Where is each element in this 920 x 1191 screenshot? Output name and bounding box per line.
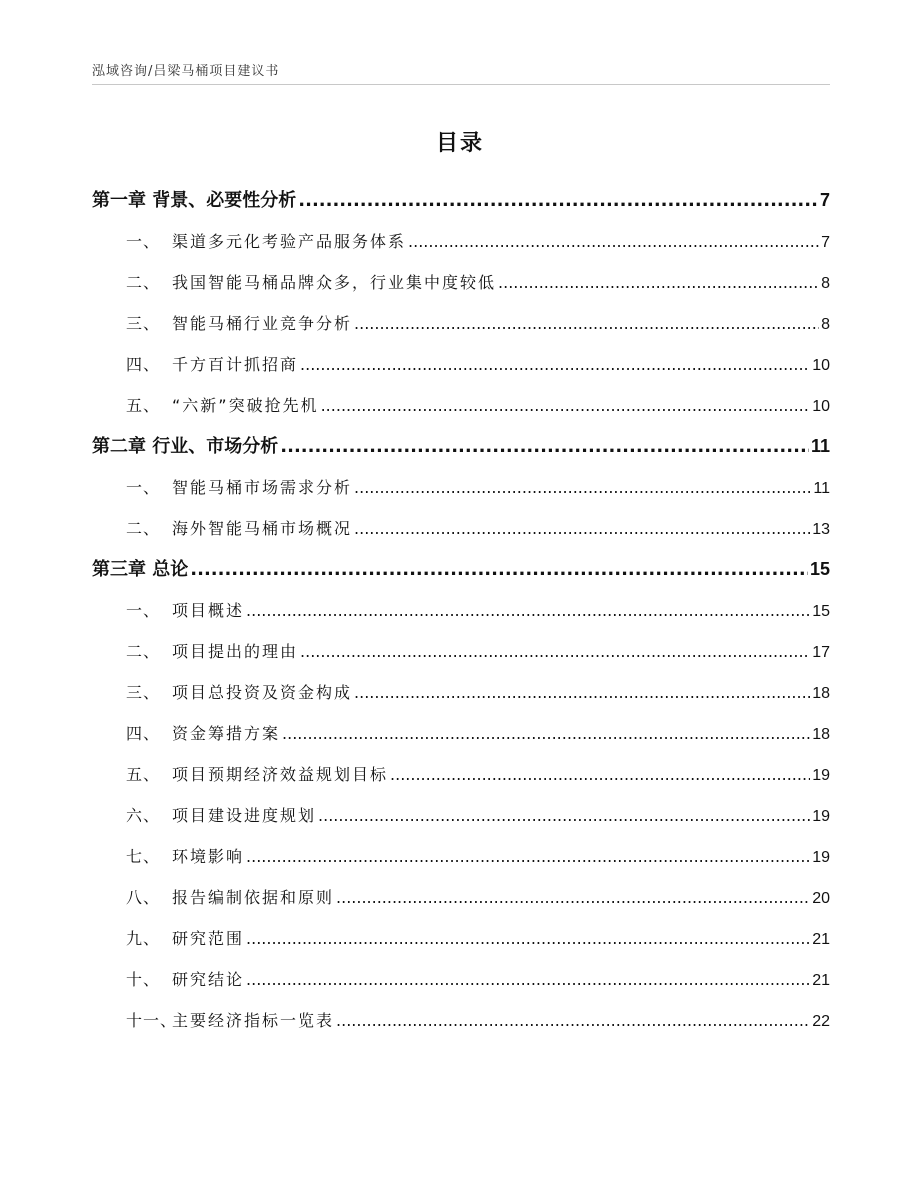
toc-section-number: 五、 (126, 396, 161, 415)
toc-section-entry[interactable] (92, 467, 830, 508)
toc-section-number: 十一、 (126, 1011, 178, 1030)
toc-page-number: 15 (809, 559, 830, 579)
toc-leader-dots (190, 549, 808, 590)
toc-section-entry[interactable] (92, 631, 830, 672)
toc-section-number: 七、 (126, 847, 161, 866)
toc-section-entry[interactable] (92, 959, 830, 1000)
toc-section-number: 四、 (126, 724, 161, 743)
toc-page-number: 20 (812, 890, 830, 907)
toc-section-entry[interactable] (92, 303, 830, 344)
toc-section-title: 研究结论 (172, 970, 245, 989)
toc-section-title: 渠道多元化考验产品服务体系 (172, 232, 407, 251)
toc-section-entry[interactable] (92, 754, 830, 795)
toc-section-title: 我国智能马桶品牌众多，行业集中度较低 (172, 273, 497, 292)
toc-page-number: 10 (812, 357, 830, 374)
toc-leader-dots (246, 836, 810, 877)
toc-page-number: 17 (812, 644, 830, 661)
toc-page-number: 11 (813, 480, 830, 497)
toc-chapter-label: 第一章 背景、必要性分析 (92, 190, 297, 211)
toc-section-entry[interactable] (92, 918, 830, 959)
running-header: 泓域咨询/吕梁马桶项目建议书 (92, 64, 280, 79)
toc-section-title: 智能马桶市场需求分析 (172, 478, 353, 497)
toc-section-entry[interactable] (92, 836, 830, 877)
toc-section-number: 六、 (126, 806, 161, 825)
toc-section-entry[interactable] (92, 262, 830, 303)
toc-section-title: 主要经济指标一览表 (172, 1011, 335, 1030)
toc-section-entry[interactable] (92, 221, 830, 262)
toc-section-entry[interactable] (92, 795, 830, 836)
toc-page-number: 13 (812, 521, 830, 538)
toc-leader-dots (280, 426, 809, 467)
toc-page-number: 15 (812, 603, 830, 620)
toc-section-number: 三、 (126, 683, 161, 702)
toc-chapter-entry[interactable] (92, 180, 830, 221)
toc-section-title: 项目提出的理由 (172, 642, 299, 661)
toc-leader-dots (354, 303, 819, 344)
toc-leader-dots (300, 344, 810, 385)
toc-section-number: 八、 (126, 888, 161, 907)
toc-section-number: 一、 (126, 232, 161, 251)
toc-section-number: 二、 (126, 642, 161, 661)
toc-leader-dots (300, 631, 810, 672)
toc-section-number: 一、 (126, 601, 161, 620)
toc-page-number: 21 (812, 931, 830, 948)
toc-page-number: 8 (821, 275, 830, 292)
page-title: 目录 (435, 131, 484, 156)
toc-leader-dots (246, 590, 810, 631)
toc-page-number: 19 (812, 849, 830, 866)
toc-leader-dots (498, 262, 819, 303)
toc-page-number: 8 (821, 316, 830, 333)
toc-leader-dots (336, 1000, 810, 1041)
toc-section-title: 项目总投资及资金构成 (172, 683, 353, 702)
toc-section-number: 二、 (126, 519, 161, 538)
toc-section-entry[interactable] (92, 590, 830, 631)
toc-section-entry[interactable] (92, 385, 830, 426)
toc-page-number: 22 (812, 1013, 830, 1030)
toc-leader-dots (390, 754, 810, 795)
toc-leader-dots (321, 385, 811, 426)
toc-page-number: 21 (812, 972, 830, 989)
toc-section-number: 二、 (126, 273, 161, 292)
toc-section-entry[interactable] (92, 672, 830, 713)
toc-section-title: 海外智能马桶市场概况 (172, 519, 353, 538)
toc-section-entry[interactable] (92, 508, 830, 549)
toc-leader-dots (318, 795, 810, 836)
toc-section-number: 三、 (126, 314, 161, 333)
toc-section-number: 九、 (126, 929, 161, 948)
toc-page-number: 19 (812, 808, 830, 825)
toc-leader-dots (336, 877, 810, 918)
toc-section-title: 环境影响 (172, 847, 245, 866)
toc-leader-dots (354, 467, 811, 508)
toc-section-title: 研究范围 (172, 929, 245, 948)
toc-page-number: 18 (812, 685, 830, 702)
toc-section-entry[interactable] (92, 877, 830, 918)
toc-section-entry[interactable] (92, 1000, 830, 1041)
table-of-contents (92, 180, 830, 1041)
toc-leader-dots (246, 959, 810, 1000)
toc-section-title: 资金筹措方案 (172, 724, 281, 743)
toc-chapter-label: 第二章 行业、市场分析 (92, 436, 279, 457)
toc-leader-dots (246, 918, 810, 959)
header-divider (92, 84, 830, 85)
toc-chapter-entry[interactable] (92, 426, 830, 467)
toc-page-number: 7 (821, 234, 830, 251)
toc-leader-dots (408, 221, 819, 262)
toc-page-number: 10 (812, 398, 830, 415)
toc-page-number: 18 (812, 726, 830, 743)
toc-section-entry[interactable] (92, 344, 830, 385)
toc-page-number: 19 (812, 767, 830, 784)
toc-section-number: 十、 (126, 970, 161, 989)
toc-leader-dots (354, 508, 810, 549)
toc-section-title: 智能马桶行业竞争分析 (172, 314, 353, 333)
toc-page-number: 11 (810, 436, 830, 456)
toc-page-number: 7 (819, 190, 830, 210)
toc-leader-dots (282, 713, 810, 754)
toc-section-number: 一、 (126, 478, 161, 497)
toc-leader-dots (354, 672, 810, 713)
toc-chapter-entry[interactable] (92, 549, 830, 590)
toc-section-number: 四、 (126, 355, 161, 374)
toc-section-title: “六新”突破抢先机 (172, 396, 319, 415)
toc-section-number: 五、 (126, 765, 161, 784)
toc-section-title: 千方百计抓招商 (172, 355, 299, 374)
toc-leader-dots (298, 180, 818, 221)
toc-section-title: 项目概述 (172, 601, 245, 620)
toc-section-title: 项目建设进度规划 (172, 806, 317, 825)
toc-section-title: 项目预期经济效益规划目标 (172, 765, 389, 784)
toc-section-entry[interactable] (92, 713, 830, 754)
toc-section-title: 报告编制依据和原则 (172, 888, 335, 907)
toc-chapter-label: 第三章 总论 (92, 559, 189, 580)
